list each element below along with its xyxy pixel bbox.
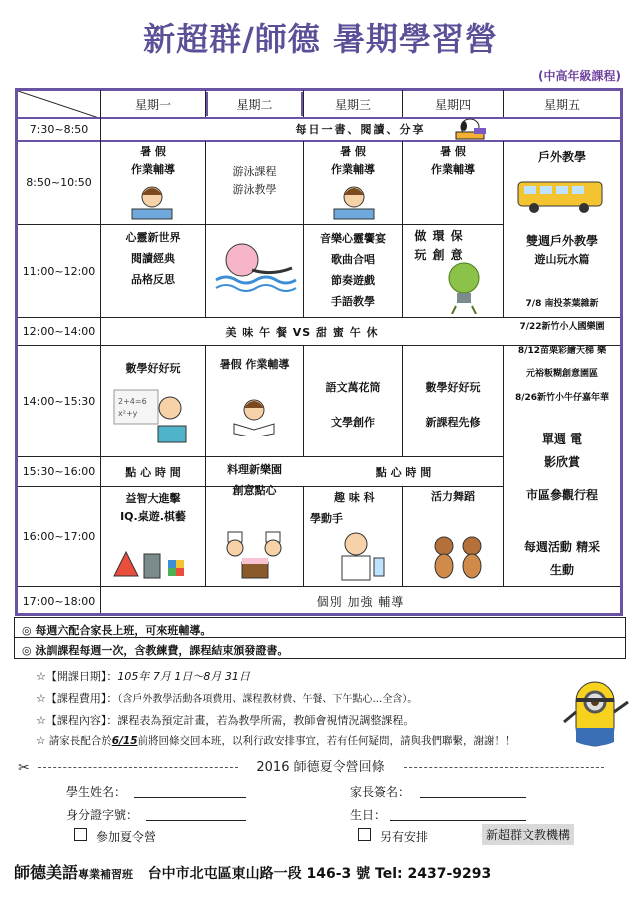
cell-thu-dance: 活力舞蹈 [431, 490, 475, 503]
cell-fri-tour: 市區參觀行程 [525, 488, 598, 502]
day-header-thu: 星期四 [434, 97, 471, 112]
cell-thu-math: 數學好好玩 新課程先修 [425, 381, 481, 430]
cell-fri-movie: 單週 電 影欣賞 [541, 432, 583, 469]
day-header-wed: 星期三 [334, 97, 371, 112]
cell-wed-literature: 語文萬花筒 文學創作 [325, 381, 381, 430]
info-reply: ☆ 請家長配合於6/15前將回條交回本班，以利行政安排事宜，若有任何疑問，請與我們聯繫，謝謝！！ [36, 735, 516, 747]
time-slot: 12:00~14:00 [22, 325, 96, 338]
info-content: ☆【課程內容】：課程表為預定計畫，若為教學所需，教師會視情況調整課程。 [36, 714, 415, 727]
minion-icon [560, 672, 632, 760]
organization-name: 新超群文教機構 [482, 824, 574, 845]
kids-cooking-icon [218, 528, 294, 582]
time-slot: 15:30~16:00 [22, 465, 96, 478]
page-subtitle: (中高年級課程) [538, 69, 621, 83]
cell-thu-eco: 做 環 保 玩 創 意 [414, 229, 464, 263]
child-studying-icon [328, 183, 380, 221]
footer: 師德美語專業補習班 台中市北屯區東山路一段 146-3 號 Tel: 2437-9293 [14, 863, 492, 882]
birthday-label: 生日： [350, 808, 387, 822]
cell-thu-homework: 暑 假 作業輔導 [431, 145, 475, 176]
day-header-fri: 星期五 [543, 97, 580, 112]
cell-tue-swim: 游泳課程 游泳教學 [232, 165, 277, 196]
cell-fri-biweekly: 雙週戶外教學 遊山玩水篇 [525, 234, 598, 267]
cell-fri-outdoor: 戶外教學 [537, 150, 586, 164]
note-saturday: ◎ 每週六配合家長上班，可來班輔導。 [22, 624, 212, 637]
join-camp-label: 參加夏令營 [96, 830, 157, 844]
cell-mon-reading: 心靈新世界 閱讀經典 品格反思 [125, 231, 181, 286]
child-studying-icon [126, 183, 178, 221]
svg-text:2+4=6: 2+4=6 [118, 397, 147, 406]
snack-time-mon: 點 心 時 間 [125, 465, 181, 479]
cell-tue-homework: 暑假 作業輔導 [219, 358, 290, 371]
info-dates: ☆【開課日期】：105年 7月 1日～8月 31日 [36, 670, 250, 683]
girl-math-icon [112, 386, 194, 444]
snoopy-reading-icon [452, 118, 488, 140]
birthday-field[interactable] [390, 820, 526, 821]
morning-reading-row: 每日一書、閱讀、分享 [295, 123, 426, 136]
school-bus-icon [512, 176, 612, 216]
cell-wed-homework: 暑 假 作業輔導 [331, 145, 375, 176]
reply-slip-title: 2016 師德夏令營回條 [256, 760, 385, 775]
cell-fri-weekly: 每週活動 精采 生動 [523, 540, 601, 577]
student-name-field[interactable] [134, 797, 246, 798]
evening-tutoring-row: 個別 加強 輔導 [316, 594, 405, 609]
note-swim: ◎ 泳訓課程每週一次，含教練費，課程結束頒發證書。 [22, 644, 289, 657]
time-slot: 8:50~10:50 [26, 176, 92, 189]
info-fees: ☆【課程費用】：（含戶外教學活動各項費用、課程教材費、午餐、下午點心…全含）。 [36, 692, 418, 705]
student-name-label: 學生姓名： [66, 785, 127, 799]
join-camp-checkbox[interactable] [74, 828, 87, 841]
cell-wed-music: 音樂心靈饗宴 歌曲合唱 節奏遊戲 手語教學 [320, 232, 386, 308]
lunch-row: 美 味 午 餐 VS 甜 蜜 午 休 [225, 325, 379, 339]
cell-fri-trips: 7/8 南投茶葉雜新 7/22新竹小人國樂園 8/12苗栗彩繪天梯 樂 元裕粄糊創意園區 8/26新竹小牛仔嘉年華 [514, 299, 610, 403]
id-number-label: 身分證字號： [66, 808, 139, 822]
child-reading-icon [228, 396, 280, 436]
scissors-icon: ✂ [18, 760, 30, 776]
cell-mon-games: 益智大進擊 IQ.桌遊.棋藝 [120, 492, 186, 523]
day-header-tue: 星期二 [206, 92, 303, 116]
swimmer-icon [212, 234, 298, 296]
board-games-icon [110, 540, 198, 582]
time-slot: 17:00~18:00 [22, 594, 96, 608]
snack-time-wed-thu: 點 心 時 間 [375, 465, 432, 479]
parent-signature-field[interactable] [420, 797, 526, 798]
svg-text:x²+y: x²+y [118, 409, 138, 418]
time-slot: 14:00~15:30 [22, 394, 96, 408]
cell-tue-cooking: 料理新樂園 創意點心 [227, 463, 282, 497]
time-slot: 11:00~12:00 [22, 264, 96, 278]
cell-mon-homework: 暑 假 作業輔導 [131, 145, 175, 176]
time-slot: 7:30~8:50 [29, 122, 89, 136]
chipmunks-dancing-icon [426, 532, 490, 582]
day-header-mon: 星期一 [134, 97, 171, 112]
cell-mon-math: 數學好好玩 [125, 362, 181, 375]
lightbulb-icon [444, 260, 484, 314]
scientist-icon [326, 528, 394, 582]
cell-wed-science: 趣 味 科 學動手 [310, 491, 375, 525]
parent-signature-label: 家長簽名： [350, 785, 411, 799]
other-plans-checkbox[interactable] [358, 828, 371, 841]
id-number-field[interactable] [146, 820, 246, 821]
other-plans-label: 另有安排 [380, 830, 429, 844]
time-slot: 16:00~17:00 [22, 530, 96, 543]
diagonal-corner-line [18, 91, 102, 119]
page-title: 新超群/師德 暑期學習營 [143, 20, 498, 58]
